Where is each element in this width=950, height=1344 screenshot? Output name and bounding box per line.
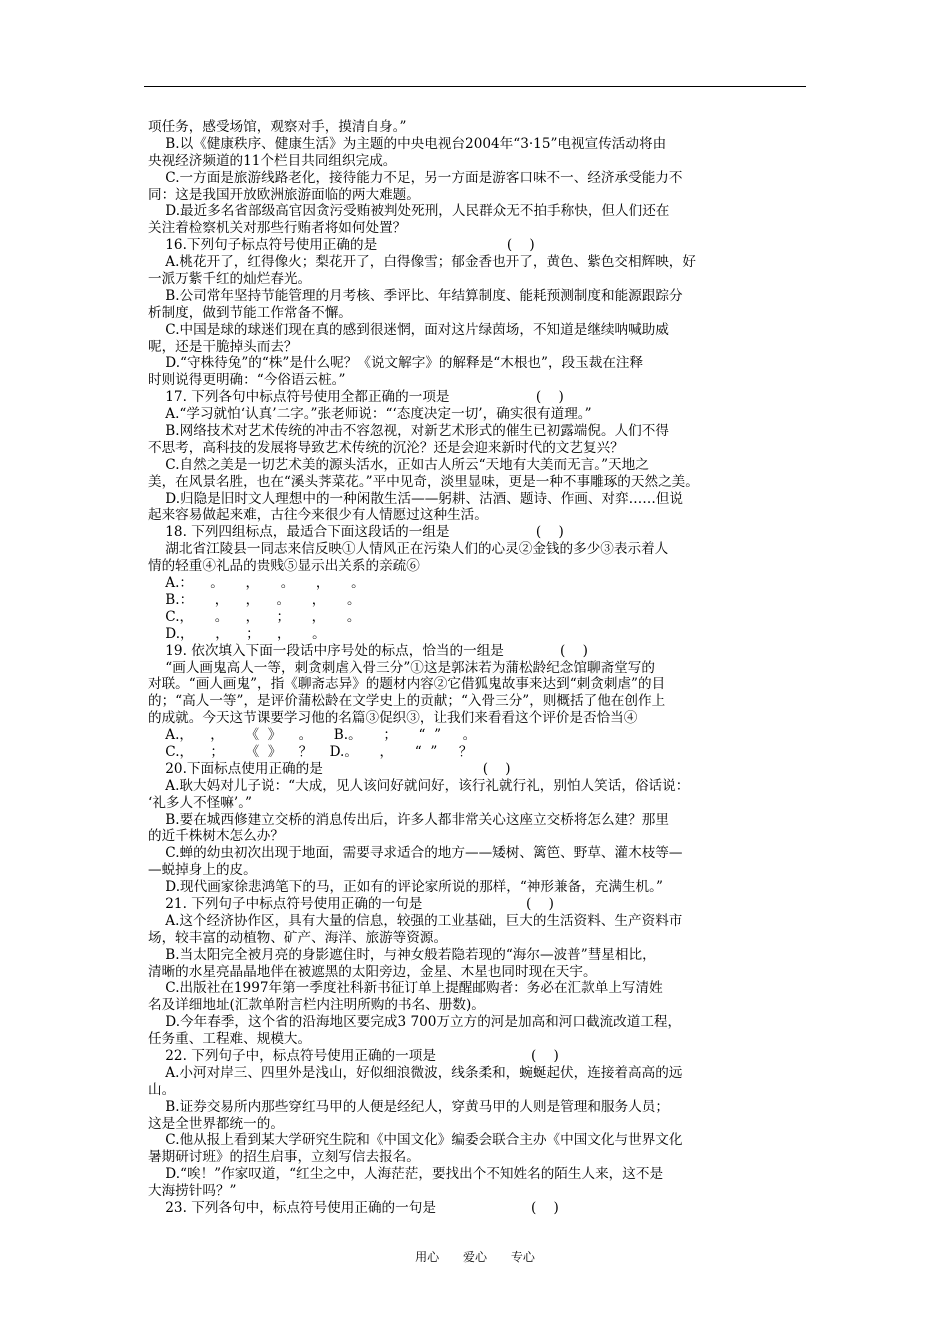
text-line: 山。 bbox=[148, 1081, 176, 1098]
text-line: C.， ； 《 》 ？ D.。 ， “ ” ？ bbox=[148, 743, 473, 760]
text-line: A.小河对岸三、四里外是浅山，好似细浪微波，线条柔和，蜿蜒起伏，连接着高高的远 bbox=[148, 1064, 683, 1081]
footer-word-1: 用心 bbox=[415, 1250, 440, 1264]
text-line: A.耿大妈对儿子说：“大成，见人该问好就问好，该行礼就行礼，别怕人笑话，俗话说： bbox=[148, 777, 690, 794]
text-line: 19. 依次填入下面一段话中序号处的标点，恰当的一组是 ( ) bbox=[148, 642, 588, 659]
text-line: C.出版社在1997年第一季度社科新书征订单上提醒邮购者：务必在汇款单上写清姓 bbox=[148, 980, 663, 997]
text-line: 场，较丰富的动植物、矿产、海洋、旅游等资源。 bbox=[148, 929, 448, 946]
text-line: D.现代画家徐悲鸿笔下的马，正如有的评论家所说的那样，“神形兼备，充满生机。” bbox=[148, 879, 663, 896]
text-line: D.“唉！”作家叹道，“红尘之中，人海茫茫，要找出个不知姓名的陌生人来，这不是 bbox=[148, 1166, 664, 1183]
text-line: 17. 下列各句中标点符号使用全都正确的一项是 ( ) bbox=[148, 389, 564, 406]
text-line: C.自然之美是一切艺术美的源头活水，正如古人所云“天地有大美而无言。”天地之 bbox=[148, 456, 649, 473]
text-line: 暑期研讨班》的招生启事，立刻写信去报名。 bbox=[148, 1149, 420, 1166]
text-line: 16.下列句子标点符号使用正确的是 ( ) bbox=[148, 237, 535, 254]
header-rule bbox=[144, 86, 806, 87]
text-line: 22. 下列句子中，标点符号使用正确的一项是 ( ) bbox=[148, 1047, 559, 1064]
text-line: A.桃花开了，红得像火；梨花开了，白得像雪；郁金香也开了，黄色、紫色交相辉映，好 bbox=[148, 254, 696, 271]
text-line: 呢，还是干脆掉头而去？ bbox=[148, 338, 298, 355]
text-line: 情的轻重④礼品的贵贱⑤显示出关系的亲疏⑥ bbox=[148, 558, 420, 575]
text-line: 时则说得更明确：“今俗语云桩。” bbox=[148, 372, 346, 389]
text-line: B.网络技术对艺术传统的冲击不容忽视，对新艺术形式的催生已初露端倪。人们不得 bbox=[148, 423, 669, 440]
text-line: B.： ， ， 。 ， 。 bbox=[148, 591, 361, 608]
text-line: A.： 。 ， 。 ， 。 bbox=[148, 575, 365, 592]
text-line: A.， ， 《 》 。 B.。 ； “ ” 。 bbox=[148, 727, 477, 744]
text-line: 同：这是我国开放欧洲旅游面临的两大难题。 bbox=[148, 186, 420, 203]
text-line: D.， ， ； ， 。 bbox=[148, 625, 326, 642]
text-line: 的；“高人一等”，是评价蒲松龄在文学史上的贡献；“入骨三分”，则概括了他在创作上 bbox=[148, 693, 666, 710]
page-footer bbox=[0, 1248, 950, 1265]
text-line: 析制度，做到节能工作常备不懈。 bbox=[148, 304, 352, 321]
text-line: 一派万紫千红的灿烂春光。 bbox=[148, 271, 312, 288]
text-line: C.， 。 ， ； ， 。 bbox=[148, 608, 361, 625]
text-line: C.蝉的幼虫初次出现于地面，需要寻求适合的地方——矮树、篱笆、野草、灌木枝等— bbox=[148, 845, 683, 862]
text-line: C.一方面是旅游线路老化，接待能力不足，另一方面是游客口味不一、经济承受能力不 bbox=[148, 169, 683, 186]
text-line: D.最近多名省部级高官因贪污受贿被判处死刑，人民群众无不拍手称快，但人们还在 bbox=[148, 203, 670, 220]
text-line: 项任务，感受场馆，观察对手，摸清自身。” bbox=[148, 119, 407, 135]
text-line: 湖北省江陵县一同志来信反映①人情风正在污染人们的心灵②金钱的多少③表示着人 bbox=[148, 541, 669, 558]
text-line: C.他从报上看到某大学研究生院和《中国文化》编委会联合主办《中国文化与世界文化 bbox=[148, 1132, 683, 1149]
text-line: 对联。“画人画鬼”，指《聊斋志异》的题材内容②它借狐鬼故事来达到“刺贪刺虐”的目 bbox=[148, 676, 666, 693]
exercise-text-body bbox=[148, 119, 806, 1217]
text-line: D.“守株待兔”的“株”是什么呢？《说文解字》的解释是“木根也”，段玉裁在注释 bbox=[148, 355, 644, 372]
text-line: 这是全世界都统一的。 bbox=[148, 1115, 284, 1132]
text-line: 关注着检察机关对那些行贿者将如何处置？ bbox=[148, 220, 407, 237]
text-line: B.公司常年坚持节能管理的月考核、季评比、年结算制度、能耗预测制度和能源跟踪分 bbox=[148, 287, 683, 304]
text-line: B.当太阳完全被月亮的身影遮住时，与神女般若隐若现的“海尔—波普”彗星相比， bbox=[148, 946, 656, 963]
footer-word-2: 爱心 bbox=[462, 1250, 487, 1264]
text-line: B.要在城西修建立交桥的消息传出后，许多人都非常关心这座立交桥将怎么建？那里 bbox=[148, 811, 669, 828]
text-line: 23. 下列各句中，标点符号使用正确的一句是 ( ) bbox=[148, 1200, 559, 1216]
text-line: 大海捞针吗？” bbox=[148, 1183, 237, 1200]
text-line: 的成就。今天这节课要学习他的名篇③促织③，让我们来看看这个评价是否恰当④ bbox=[148, 710, 638, 727]
text-line: 央视经济频道的11个栏目共同组织完成。 bbox=[148, 152, 397, 169]
text-line: 任务重、工程难、规模大。 bbox=[148, 1031, 312, 1048]
text-line: ‘礼多人不怪嘛’。” bbox=[148, 794, 252, 811]
text-line: 清晰的水星亮晶晶地伴在被遮黑的太阳旁边，金星、木星也同时现在天宇。 bbox=[148, 963, 597, 980]
text-line: 名及详细地址(汇款单附言栏内注明所购的书名、册数)。 bbox=[148, 997, 485, 1014]
text-line: D.今年春季，这个省的沿海地区要完成3 700万立方的河是加高和河口截流改道工程， bbox=[148, 1014, 682, 1031]
text-line: 20.下面标点使用正确的是 ( ) bbox=[148, 760, 511, 777]
text-line: 21. 下列句子中标点符号使用正确的一句是 ( ) bbox=[148, 895, 554, 912]
text-line: —蜕掉身上的皮。 bbox=[148, 862, 257, 879]
text-line: D.归隐是旧时文人理想中的一种闲散生活——躬耕、沽酒、题诗、作画、对弈……但说 bbox=[148, 490, 683, 507]
text-line: A.这个经济协作区，具有大量的信息，较强的工业基础，巨大的生活资料、生产资料市 bbox=[148, 912, 683, 929]
text-line: 的近千株树木怎么办？ bbox=[148, 828, 284, 845]
text-line: 18. 下列四组标点，最适合下面这段话的一组是 ( ) bbox=[148, 524, 564, 541]
text-line: A.“学习就怕‘认真’二字。”张老师说：“‘态度决定一切’，确实很有道理。” bbox=[148, 406, 592, 423]
text-line: B.以《健康秩序、健康生活》为主题的中央电视台2004年“3·15”电视宣传活动将由 bbox=[148, 135, 667, 152]
footer-word-3: 专心 bbox=[510, 1250, 535, 1264]
text-line: C.中国是球的球迷们现在真的感到很迷惘，面对这片绿茵场，不知道是继续呐喊助威 bbox=[148, 321, 669, 338]
text-line: “画人画鬼高人一等，刺贪刺虐入骨三分”①这是郭沫若为蒲松龄纪念馆聊斋堂写的 bbox=[148, 659, 655, 676]
text-line: 不思考，高科技的发展将导致艺术传统的沉沦？还是会迎来新时代的文艺复兴？ bbox=[148, 439, 624, 456]
text-line: 起来容易做起来难，古往今来很少有人情愿过这种生活。 bbox=[148, 507, 488, 524]
text-line: B.证券交易所内那些穿红马甲的人便是经纪人，穿黄马甲的人则是管理和服务人员； bbox=[148, 1098, 669, 1115]
text-line: 美，在风景名胜，也在“溪头荠菜花。”平中见奇，淡里显味，更是一种不事雕琢的天然之美。 bbox=[148, 473, 699, 490]
